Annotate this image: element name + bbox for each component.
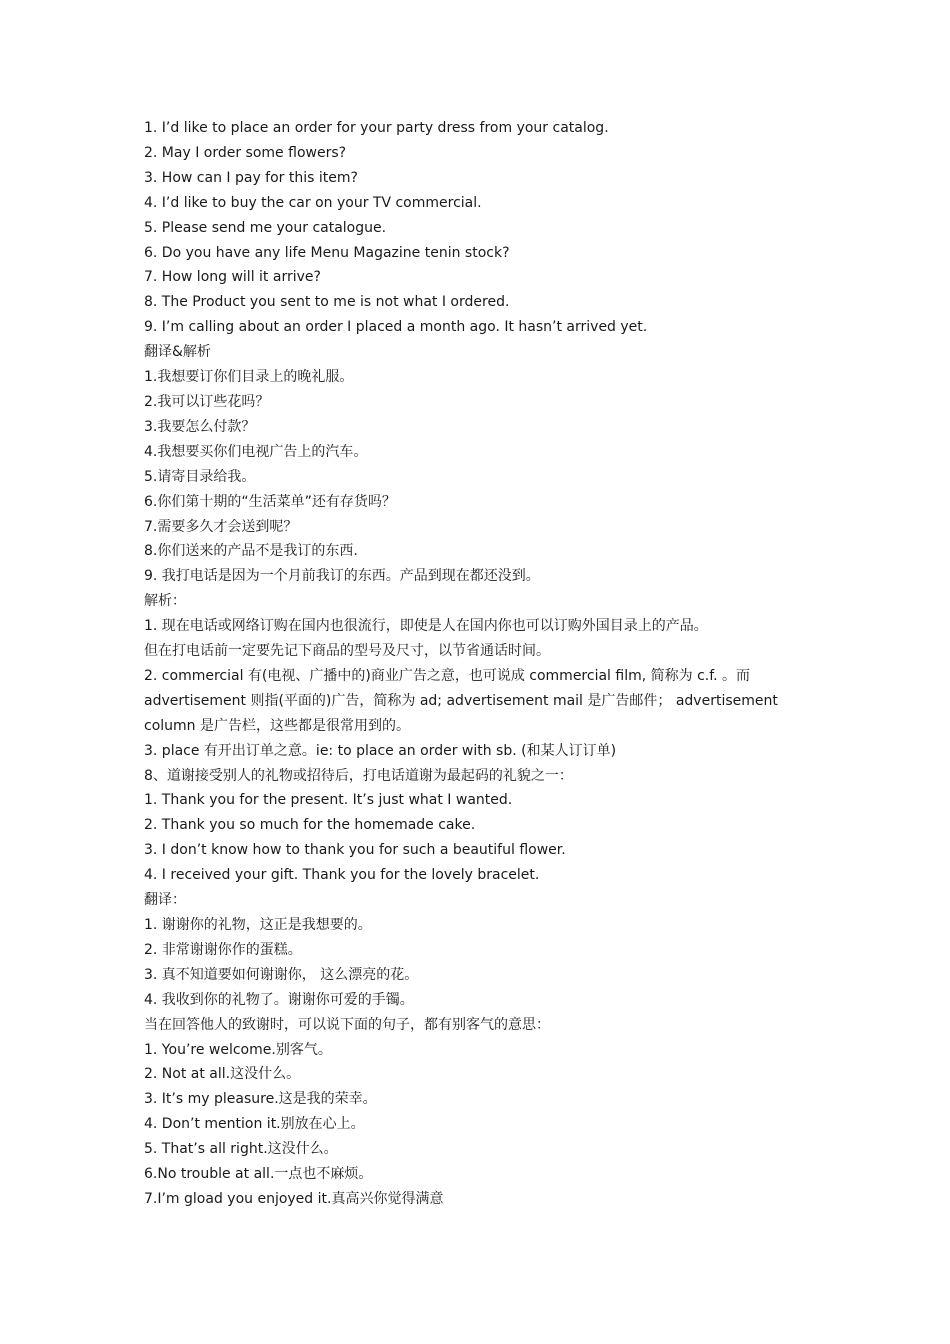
text-line: 1. 现在电话或网络订购在国内也很流行，即使是人在国内你也可以订购外国目录上的产品。 [144,618,708,635]
document-body [144,116,812,1212]
text-line: 5. That’s all right.这没什么。 [144,1141,338,1158]
text-line: 7.需要多久才会送到呢？ [144,518,298,535]
text-line: 6. Do you have any life Menu Magazine tenin stock? [144,244,510,261]
text-line: advertisement 则指(平面的)广告，简称为 ad; advertisement mail 是广告邮件； advertisement [144,692,778,709]
text-line: 1. 谢谢你的礼物，这正是我想要的。 [144,917,372,933]
text-line: 3. How can I pay for this item? [144,169,358,186]
text-line: 3. place 有开出订单之意。ie: to place an order with sb. (和某人订订单) [144,742,617,759]
section-heading: 8、道谢接受别人的礼物或招待后，打电话道谢为最起码的礼貌之一： [144,767,573,784]
text-line: 1. I’d like to place an order for your party dress from your catalog. [144,120,609,136]
text-line: 4. Don’t mention it.别放在心上。 [144,1116,365,1133]
text-line: 2. 非常谢谢你作的蛋糕。 [144,941,302,958]
text-line: 6.你们第十期的“生活菜单”还有存货吗？ [144,493,396,510]
text-line: 3. I don’t know how to thank you for such a beautiful flower. [144,842,566,859]
text-line: 2. Not at all.这没什么。 [144,1066,301,1083]
text-line: 2. Thank you so much for the homemade cake. [144,817,476,834]
text-line: 9. 我打电话是因为一个月前我订的东西。产品到现在都还没到。 [144,568,540,585]
text-line: 4. 我收到你的礼物了。谢谢你可爱的手镯。 [144,991,414,1008]
section-heading: 当在回答他人的致谢时，可以说下面的句子，都有别客气的意思： [144,1016,550,1033]
text-line: 4.我想要买你们电视广告上的汽车。 [144,443,368,460]
text-line: 但在打电话前一定要先记下商品的型号及尺寸，以节省通话时间。 [144,643,550,660]
text-line: 1. You’re welcome.别客气。 [144,1041,332,1058]
text-line: 8. The Product you sent to me is not what I ordered. [144,294,510,311]
text-line: 7.I’m gload you enjoyed it.真高兴你觉得满意 [144,1190,444,1207]
text-line: 2. commercial 有(电视、广播中的)商业广告之意，也可说成 commercial film, 简称为 c.f. 。而 [144,667,751,684]
section-heading: 翻译： [144,892,186,909]
text-line: 6.No trouble at all.一点也不麻烦。 [144,1166,373,1183]
text-line: 4. I’d like to buy the car on your TV commercial. [144,194,482,211]
text-line: 4. I received your gift. Thank you for the lovely bracelet. [144,867,540,884]
text-line: 7. How long will it arrive? [144,269,321,286]
text-line: 8.你们送来的产品不是我订的东西. [144,543,358,560]
text-line: 5. Please send me your catalogue. [144,219,387,236]
text-line: 2. May I order some flowers? [144,144,347,161]
text-line: 9. I’m calling about an order I placed a month ago. It hasn’t arrived yet. [144,319,648,336]
text-line: 3. It’s my pleasure.这是我的荣幸。 [144,1091,377,1108]
text-line: 1.我想要订你们目录上的晚礼服。 [144,369,354,386]
text-line: 5.请寄目录给我。 [144,468,256,485]
section-heading: 解析： [144,593,186,610]
text-line: 3.我要怎么付款？ [144,418,256,435]
text-line: column 是广告栏，这些都是很常用到的。 [144,717,410,734]
text-line: 3. 真不知道要如何谢谢你， 这么漂亮的花。 [144,966,419,983]
text-line: 1. Thank you for the present. It’s just what I wanted. [144,792,513,809]
section-heading: 翻译&解析 [144,344,211,361]
text-line: 2.我可以订些花吗？ [144,393,270,410]
